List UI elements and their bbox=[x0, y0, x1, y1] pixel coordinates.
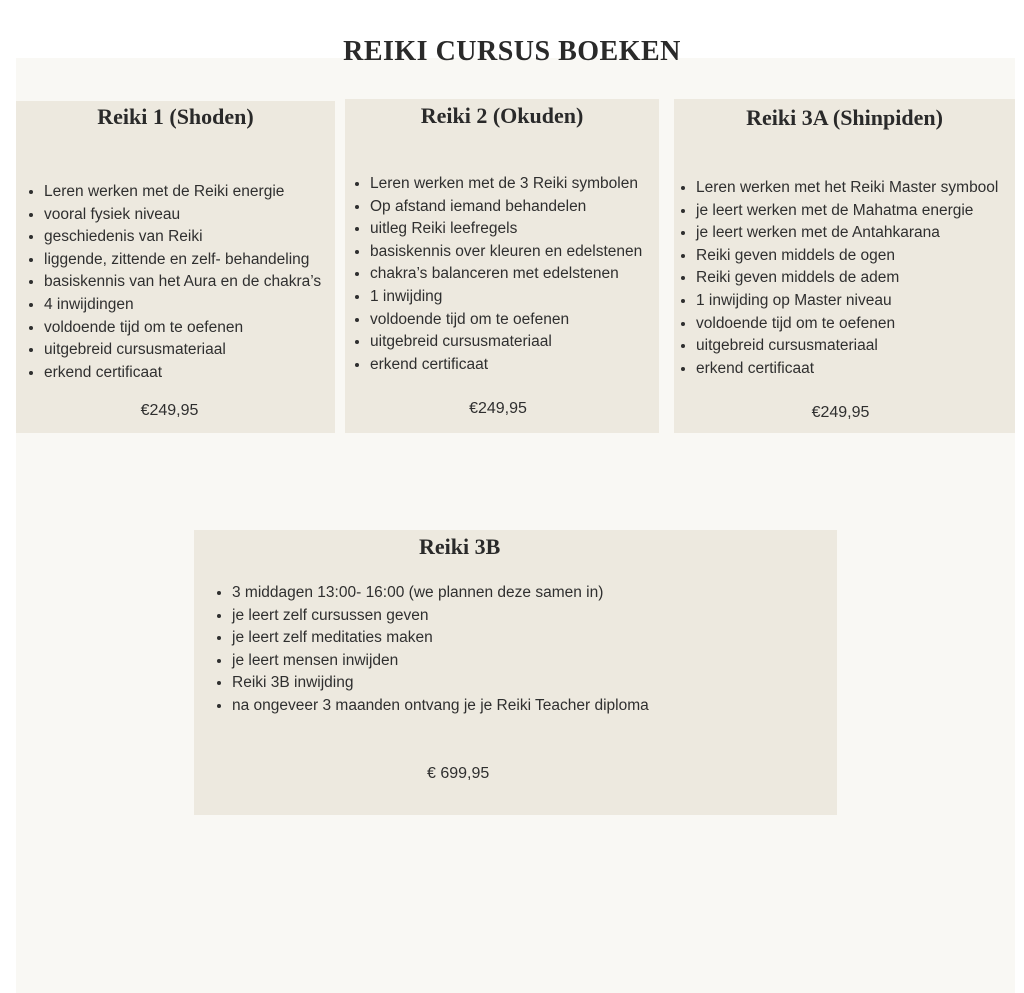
list-item: • je leert mensen inwijden bbox=[232, 650, 649, 673]
list-item: • Reiki 3B inwijding bbox=[232, 672, 649, 695]
course-feature-list bbox=[668, 177, 998, 380]
list-item: • je leert zelf cursussen geven bbox=[232, 605, 649, 628]
list-item: • 1 inwijding bbox=[370, 286, 642, 309]
list-item: • je leert werken met de Antahkarana bbox=[696, 222, 998, 245]
list-item: • voldoende tijd om te oefenen bbox=[696, 313, 998, 336]
list-item: • na ongeveer 3 maanden ontvang je je Reiki Teacher diploma bbox=[232, 695, 649, 718]
course-title: Reiki 3A (Shinpiden) bbox=[746, 105, 943, 130]
list-item: • je leert werken met de Mahatma energie bbox=[696, 200, 998, 223]
list-item: • uitleg Reiki leefregels bbox=[370, 218, 642, 241]
list-item: • 1 inwijding op Master niveau bbox=[696, 290, 998, 313]
list-item: • Leren werken met de Reiki energie bbox=[44, 181, 321, 204]
course-title: Reiki 1 (Shoden) bbox=[97, 104, 254, 129]
list-item: • geschiedenis van Reiki bbox=[44, 226, 321, 249]
list-item: • 3 middagen 13:00- 16:00 (we plannen deze samen in) bbox=[232, 582, 649, 605]
course-price: €249,95 bbox=[811, 404, 870, 421]
course-price: €249,95 bbox=[140, 402, 199, 419]
course-price: €249,95 bbox=[469, 400, 527, 417]
list-item: • liggende, zittende en zelf- behandeling bbox=[44, 249, 321, 272]
list-item: • voldoende tijd om te oefenen bbox=[370, 309, 642, 332]
list-item: • erkend certificaat bbox=[44, 362, 321, 385]
list-item: • chakra’s balanceren met edelstenen bbox=[370, 263, 642, 286]
list-item: • basiskennis van het Aura en de chakra’s bbox=[44, 271, 321, 294]
list-item: • Reiki geven middels de ogen bbox=[696, 245, 998, 268]
course-card-reiki-2 bbox=[345, 99, 659, 433]
page-title: REIKI CURSUS BOEKEN bbox=[343, 36, 681, 67]
list-item: • uitgebreid cursusmateriaal bbox=[696, 335, 998, 358]
course-card-reiki-1 bbox=[16, 101, 335, 433]
course-card-reiki-3b bbox=[194, 530, 837, 815]
course-feature-list bbox=[204, 582, 649, 718]
list-item: • Reiki geven middels de adem bbox=[696, 267, 998, 290]
course-card-reiki-3a bbox=[674, 99, 1015, 433]
course-price: € 699,95 bbox=[427, 765, 490, 782]
list-item: • erkend certificaat bbox=[696, 358, 998, 381]
list-item: • Op afstand iemand behandelen bbox=[370, 196, 642, 219]
list-item: • vooral fysiek niveau bbox=[44, 204, 321, 227]
course-title: Reiki 2 (Okuden) bbox=[420, 103, 584, 128]
list-item: • Leren werken met de 3 Reiki symbolen bbox=[370, 173, 642, 196]
course-title: Reiki 3B bbox=[419, 534, 501, 559]
list-item: • Leren werken met het Reiki Master symbool bbox=[696, 177, 998, 200]
list-item: • voldoende tijd om te oefenen bbox=[44, 317, 321, 340]
course-feature-list bbox=[342, 173, 642, 376]
list-item: • uitgebreid cursusmateriaal bbox=[44, 339, 321, 362]
list-item: • erkend certificaat bbox=[370, 354, 642, 377]
list-item: • je leert zelf meditaties maken bbox=[232, 627, 649, 650]
course-feature-list bbox=[16, 181, 321, 384]
list-item: • 4 inwijdingen bbox=[44, 294, 321, 317]
list-item: • basiskennis over kleuren en edelstenen bbox=[370, 241, 642, 264]
list-item: • uitgebreid cursusmateriaal bbox=[370, 331, 642, 354]
